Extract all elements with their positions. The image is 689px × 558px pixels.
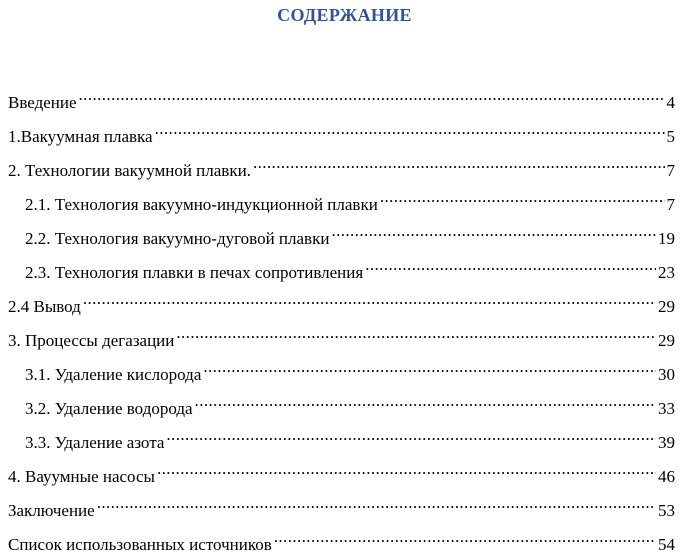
toc-entry-text: 3.1. Удаление кислорода (25, 365, 202, 384)
toc-page-number: 30 (658, 365, 675, 384)
toc-entry-vacuum-melting[interactable] (8, 116, 675, 150)
toc-entry-text: 3.2. Удаление водорода (25, 399, 193, 418)
toc-dot-leader (157, 456, 656, 482)
toc-dot-leader (155, 116, 665, 142)
toc-dot-leader (83, 286, 656, 312)
toc-entry-induction-melting[interactable] (8, 184, 675, 218)
table-of-contents (8, 82, 675, 558)
toc-page-number: 54 (658, 535, 675, 554)
toc-entry-hydrogen-removal[interactable] (8, 388, 675, 422)
toc-page-number: 5 (666, 127, 675, 146)
toc-dot-leader (380, 184, 665, 210)
toc-entry-text: 3.3. Удаление азота (25, 433, 165, 452)
toc-page-number: 7 (666, 195, 675, 214)
toc-dot-leader (253, 150, 665, 176)
toc-entry-text: Заключение (8, 501, 95, 520)
toc-dot-leader (365, 252, 656, 278)
toc-entry-text: 3. Процессы дегазации (8, 331, 175, 350)
toc-dot-leader (79, 82, 665, 108)
toc-entry-vacuum-melting-technologies[interactable] (8, 150, 675, 184)
toc-entry-text: Список использованных источников (8, 535, 272, 554)
toc-dot-leader (274, 524, 656, 550)
toc-entry-text: 4. Вауумные насосы (8, 467, 155, 486)
toc-page-number: 33 (658, 399, 675, 418)
toc-entry-resistance-furnace-melting[interactable] (8, 252, 675, 286)
toc-entry-text: 2.1. Технология вакуумно-индукционной плавки (25, 195, 378, 214)
toc-dot-leader (97, 490, 656, 516)
toc-page-number: 46 (658, 467, 675, 486)
toc-entry-degassing-processes[interactable] (8, 320, 675, 354)
toc-entry-text: 2.3. Технология плавки в печах сопротивления (25, 263, 364, 282)
toc-page-number: 29 (658, 297, 675, 316)
toc-entry-references[interactable] (8, 524, 675, 558)
toc-dot-leader (203, 354, 656, 380)
toc-dot-leader (331, 218, 656, 244)
toc-page-number: 53 (658, 501, 675, 520)
toc-page-number: 29 (658, 331, 675, 350)
toc-page-number: 23 (658, 263, 675, 282)
toc-entry-arc-melting[interactable] (8, 218, 675, 252)
toc-entry-text: 1.Вакуумная плавка (8, 127, 153, 146)
toc-entry-vacuum-pumps[interactable] (8, 456, 675, 490)
toc-page-number: 4 (666, 93, 675, 112)
toc-entry-text: 2. Технологии вакуумной плавки. (8, 161, 251, 180)
toc-dot-leader (176, 320, 656, 346)
toc-entry-text: 2.4 Вывод (8, 297, 81, 316)
toc-dot-leader (166, 422, 656, 448)
toc-page-number: 7 (666, 161, 675, 180)
toc-entry-text: Введение (8, 93, 77, 112)
toc-entry-conclusion[interactable] (8, 490, 675, 524)
toc-page-number: 39 (658, 433, 675, 452)
page-title: СОДЕРЖАНИЕ (277, 5, 412, 25)
toc-entry-conclusion-section[interactable] (8, 286, 675, 320)
toc-entry-nitrogen-removal[interactable] (8, 422, 675, 456)
toc-page-number: 19 (658, 229, 675, 248)
toc-dot-leader (195, 388, 656, 414)
toc-entry-introduction[interactable] (8, 82, 675, 116)
toc-entry-oxygen-removal[interactable] (8, 354, 675, 388)
toc-entry-text: 2.2. Технология вакуумно-дуговой плавки (25, 229, 330, 248)
